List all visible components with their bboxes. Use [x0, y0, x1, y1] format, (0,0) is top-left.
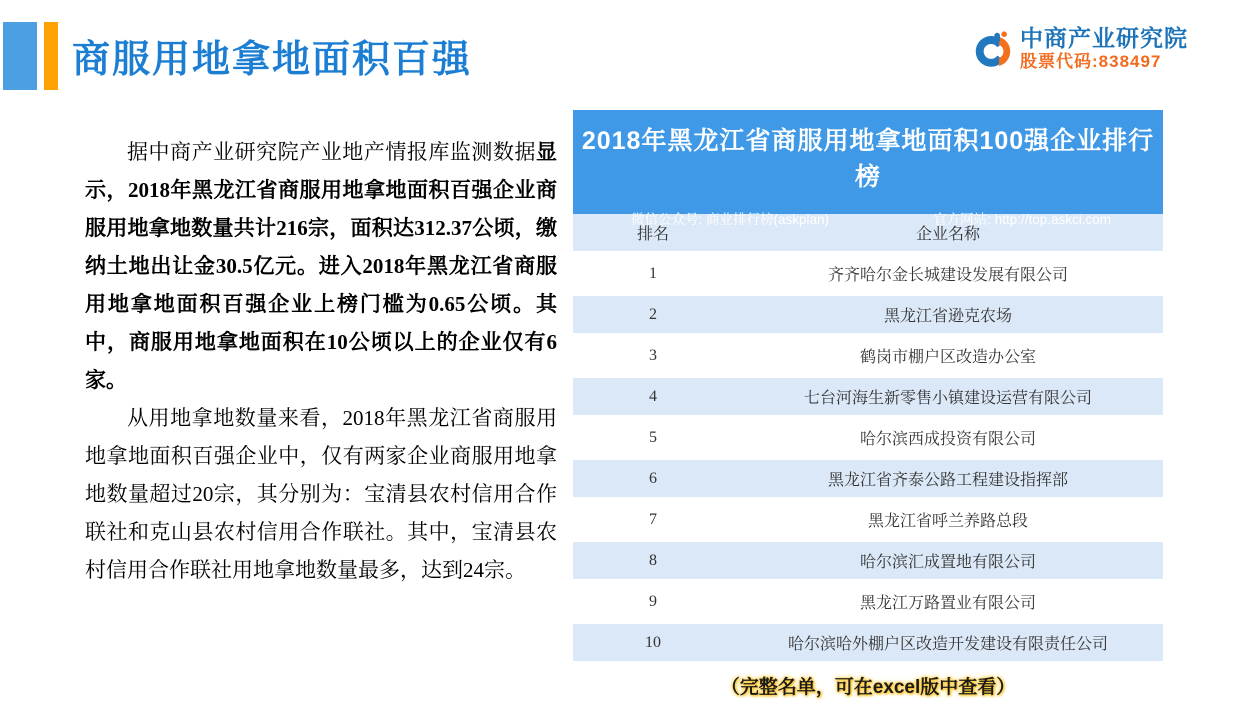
company-cell: 齐齐哈尔金长城建设发展有限公司 [827, 267, 1068, 284]
logo-stock-code: 股票代码:838497 [1020, 52, 1162, 71]
company-cell: 鹤岗市棚户区改造办公室 [859, 349, 1036, 366]
title-accent-blue [3, 22, 37, 90]
company-cell: 黑龙江省呼兰养路总段 [867, 513, 1028, 530]
table-row [573, 378, 1163, 415]
rank-cell: 10 [645, 633, 661, 651]
table-header [573, 110, 1163, 227]
wechat-label: 微信公众号: 商业排行榜(askplan) [631, 212, 830, 227]
table-row [573, 255, 1163, 292]
company-column-header: 企业名称 [915, 226, 980, 243]
table-rows [573, 214, 1163, 661]
table-row [573, 337, 1163, 374]
company-cell: 黑龙江万路置业有限公司 [859, 595, 1036, 612]
paragraph-1 [85, 133, 557, 399]
table-row [573, 419, 1163, 456]
table-footnote: （完整名单，可在excel版中查看） [720, 677, 1016, 698]
rank-cell: 2 [649, 305, 657, 323]
rank-cell: 8 [649, 551, 657, 569]
website-label: 官方网站: http://top.askci.com [933, 212, 1111, 227]
company-cell: 七台河海生新零售小镇建设运营有限公司 [803, 390, 1092, 407]
table-row [573, 542, 1163, 579]
title-accent-orange [44, 22, 58, 90]
rank-cell: 6 [649, 469, 657, 487]
rank-cell: 3 [649, 346, 657, 364]
rank-cell: 4 [649, 387, 657, 405]
company-cell: 黑龙江省逊克农场 [883, 308, 1012, 325]
table-row [573, 501, 1163, 538]
table-title: 2018年黑龙江省商服用地拿地面积100强企业排行榜 [581, 127, 1155, 191]
ranking-table [573, 110, 1163, 661]
rank-cell: 1 [649, 264, 657, 282]
paragraph-1-emphasis: 显示，2018年黑龙江省商服用地拿地面积百强企业商服用地拿地数量共计216宗，面积达312.37公顷，缴纳土地出让金30.5亿元。进入2018年黑龙江省商服用地拿地面积百强企业上榜门槛为0.65公顷。其中，商服用地拿地面积在10公顷以上的企业仅有6家。 [85, 140, 557, 392]
company-cell: 黑龙江省齐泰公路工程建设指挥部 [827, 472, 1068, 489]
company-logo [972, 27, 1188, 74]
rank-column-header: 排名 [636, 226, 669, 243]
company-cell: 哈尔滨西成投资有限公司 [859, 431, 1036, 448]
logo-mark-icon [972, 27, 1013, 74]
rank-cell: 9 [649, 592, 657, 610]
paragraph-1-lead: 据中商产业研究院产业地产情报库监测数据 [127, 140, 536, 164]
rank-cell: 7 [649, 510, 657, 528]
table-row [573, 296, 1163, 333]
paragraph-2: 从用地拿地数量来看，2018年黑龙江省商服用地拿地面积百强企业中，仅有两家企业商服用地拿地数量超过20宗，其分别为：宝清县农村信用合作联社和克山县农村信用合作联社。其中，宝清县农村信用合作联社用地拿地数量最多，达到24宗。 [85, 406, 557, 582]
article [85, 133, 557, 589]
rank-cell: 5 [649, 428, 657, 446]
logo-name: 中商产业研究院 [1020, 25, 1188, 51]
company-cell: 哈尔滨汇成置地有限公司 [859, 554, 1036, 571]
company-cell: 哈尔滨哈外棚户区改造开发建设有限责任公司 [787, 636, 1108, 653]
logo-text [1020, 27, 1188, 70]
table-row [573, 583, 1163, 620]
page-title: 商服用地拿地面积百强 [72, 39, 473, 81]
table-row [573, 460, 1163, 497]
table-row [573, 624, 1163, 661]
